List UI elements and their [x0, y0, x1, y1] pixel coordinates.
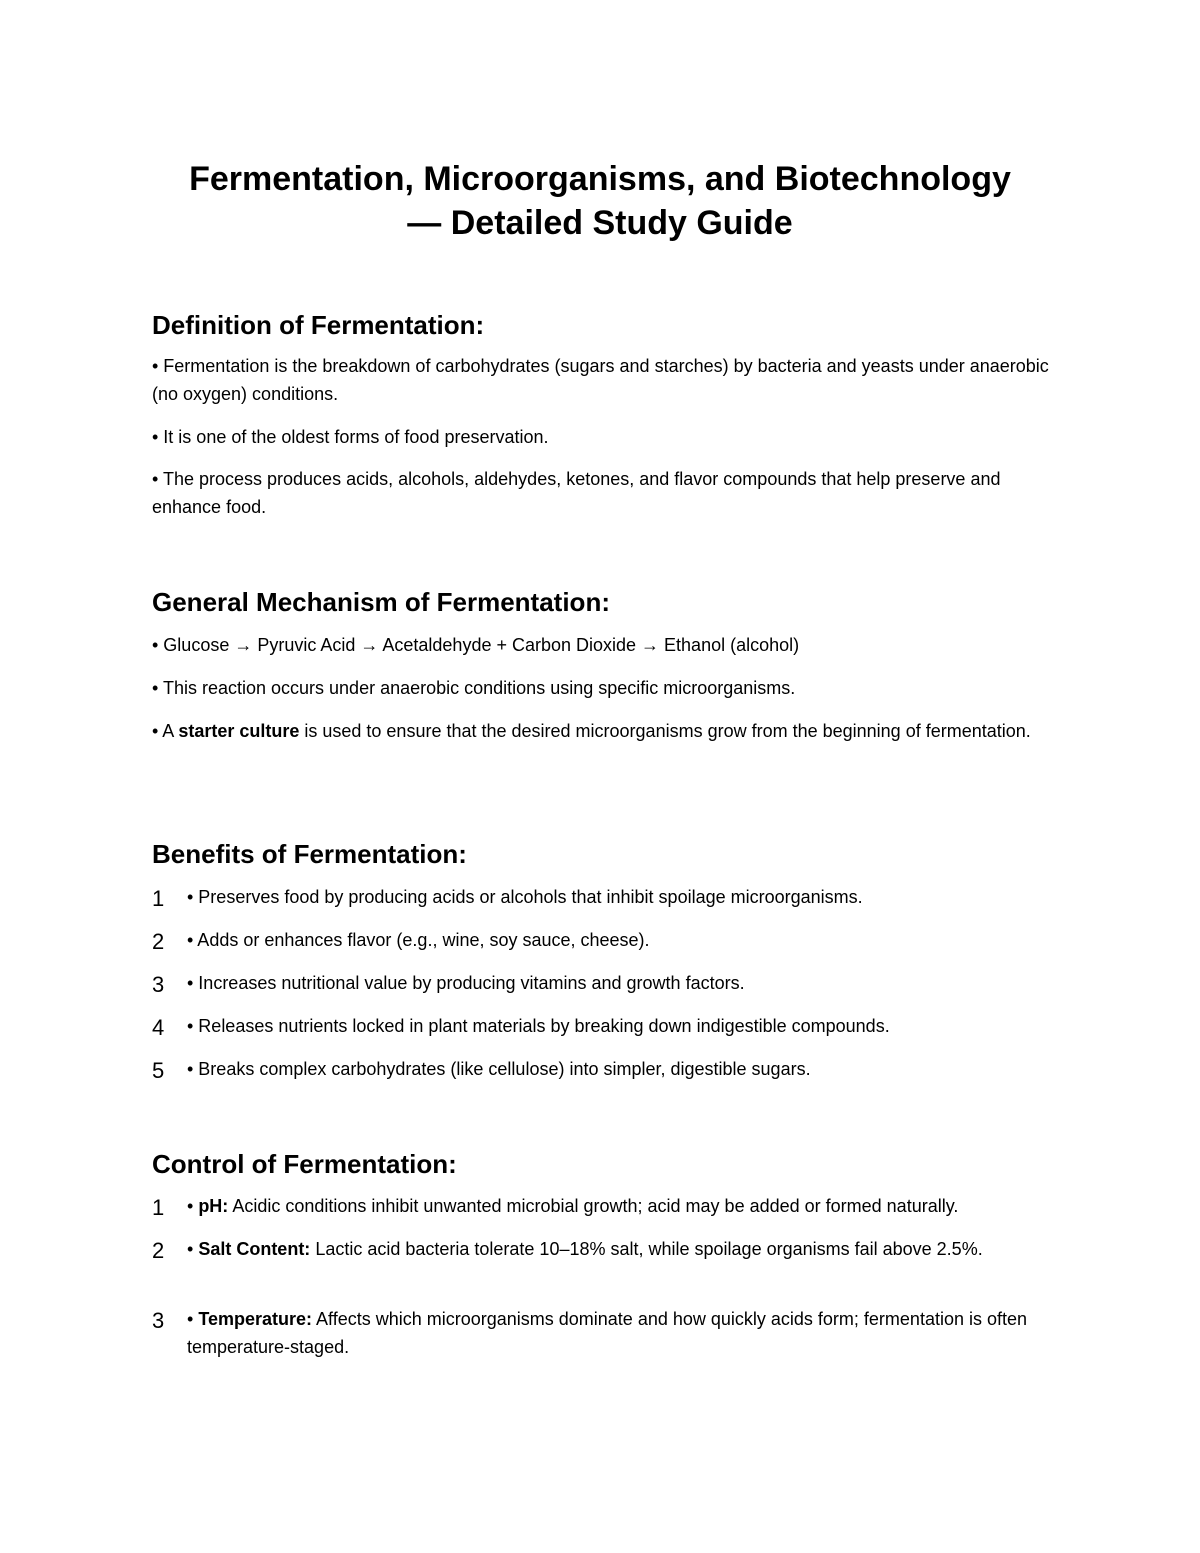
- benefit-text: • Adds or enhances flavor (e.g., wine, soy sauce, cheese).: [187, 930, 650, 950]
- definition-item-3: • The process produces acids, alcohols, aldehydes, ketones, and flavor compounds that help preserve and enhance food.: [152, 469, 1001, 517]
- benefit-text: • Releases nutrients locked in plant materials by breaking down indigestible compounds.: [187, 1016, 890, 1036]
- section-heading-control: Control of Fermentation:: [152, 1149, 457, 1179]
- benefit-number: 5: [152, 1058, 165, 1083]
- control-bullet: •: [187, 1196, 199, 1216]
- section-heading-mechanism: General Mechanism of Fermentation:: [152, 587, 610, 617]
- control-number: 2: [152, 1238, 165, 1263]
- control-number: 1: [152, 1195, 165, 1220]
- benefit-text: • Increases nutritional value by producing vitamins and growth factors.: [187, 973, 745, 993]
- benefit-text: • Breaks complex carbohydrates (like cellulose) into simpler, digestible sugars.: [187, 1059, 811, 1079]
- definition-item-2: • It is one of the oldest forms of food preservation.: [152, 427, 549, 447]
- mechanism-item-starter: [152, 717, 1052, 745]
- title-line-2: — Detailed Study Guide: [407, 204, 793, 242]
- definition-item-1: • Fermentation is the breakdown of carbohydrates (sugars and starches) by bacteria and yeasts under anaerobic (no oxygen) conditions.: [152, 356, 1049, 404]
- control-label: Temperature:: [198, 1309, 313, 1329]
- control-bullet: •: [187, 1309, 199, 1329]
- control-label: Salt Content:: [198, 1239, 311, 1259]
- control-text: [187, 1235, 1047, 1263]
- control-description: Acidic conditions inhibit unwanted microbial growth; acid may be added or formed naturally.: [228, 1196, 959, 1216]
- control-number: 3: [152, 1308, 165, 1333]
- section-heading-definition: Definition of Fermentation:: [152, 310, 485, 340]
- benefit-number: 1: [152, 886, 165, 911]
- control-label: pH:: [198, 1196, 229, 1216]
- benefit-number: 2: [152, 929, 165, 954]
- control-description: Lactic acid bacteria tolerate 10–18% salt, while spoilage organisms fail above 2.5%.: [310, 1239, 983, 1259]
- mechanism-item-1: • Glucose → Pyruvic Acid → Acetaldehyde + Carbon Dioxide → Ethanol (alcohol): [152, 635, 800, 655]
- control-description: Affects which microorganisms dominate and how quickly acids form; fermentation is often temperature-staged.: [187, 1309, 1028, 1357]
- section-heading-benefits: Benefits of Fermentation:: [152, 839, 467, 869]
- starter-prefix: • A: [152, 721, 179, 741]
- title-line-1: Fermentation, Microorganisms, and Biotechnology: [189, 160, 1011, 198]
- benefit-number: 3: [152, 972, 165, 997]
- starter-culture-term: starter culture: [178, 721, 300, 741]
- benefit-text: • Preserves food by producing acids or alcohols that inhibit spoilage microorganisms.: [187, 887, 863, 907]
- starter-suffix: is used to ensure that the desired microorganisms grow from the beginning of fermentation.: [299, 721, 1031, 741]
- control-text: [187, 1192, 1047, 1220]
- control-bullet: •: [187, 1239, 199, 1259]
- document-title: [100, 157, 1100, 245]
- mechanism-item-2: • This reaction occurs under anaerobic conditions using specific microorganisms.: [152, 678, 796, 698]
- control-text: [187, 1305, 1047, 1361]
- benefit-number: 4: [152, 1015, 165, 1040]
